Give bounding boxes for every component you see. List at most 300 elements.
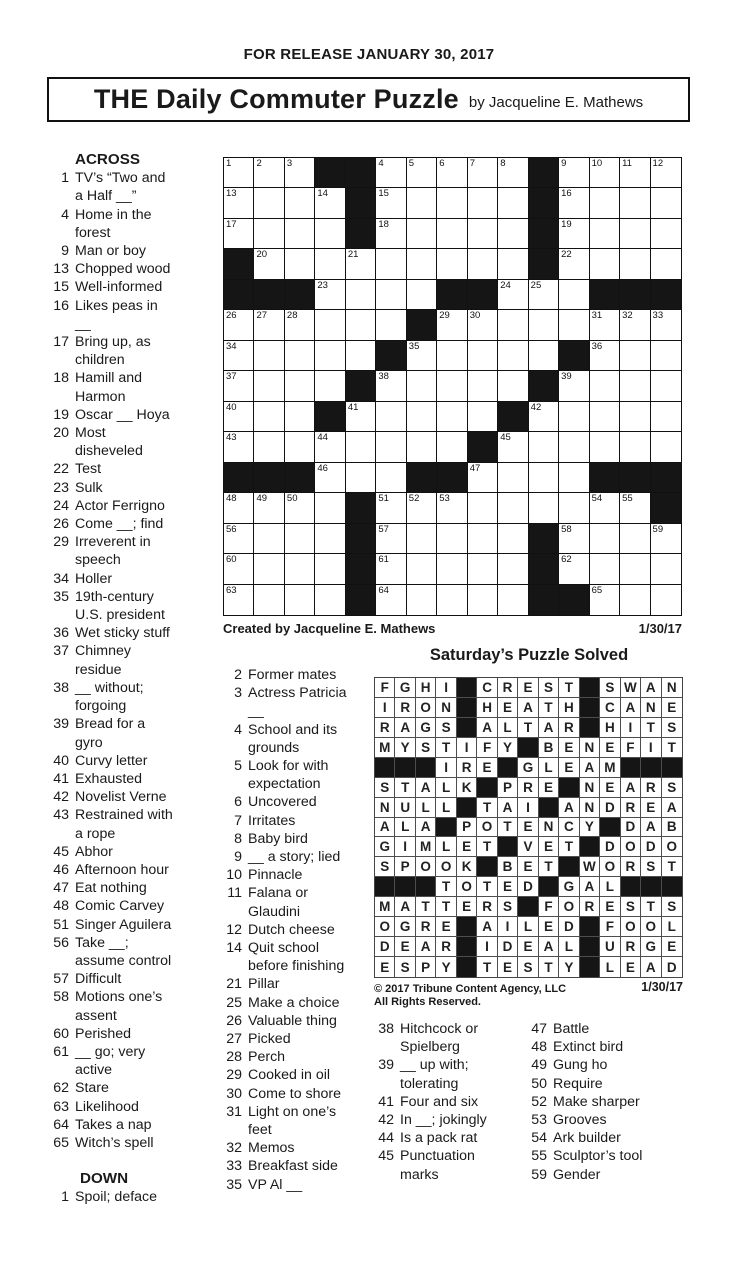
puzzle-cell <box>285 341 315 371</box>
clue-number: 1 <box>61 170 69 187</box>
cell-number: 31 <box>591 310 603 322</box>
solved-cell-N: N <box>580 798 600 818</box>
solved-cell-Y: Y <box>580 818 600 838</box>
clue-number: 43 <box>53 807 69 824</box>
puzzle-cell-61 <box>376 554 406 584</box>
black-square <box>224 249 254 279</box>
clue-number: 47 <box>53 880 69 897</box>
puzzle-cell-38 <box>376 371 406 401</box>
black-square <box>224 280 254 310</box>
black-square <box>346 493 376 523</box>
puzzle-cell <box>254 371 284 401</box>
solved-cell-A: A <box>539 937 559 957</box>
puzzle-cell <box>590 524 620 554</box>
black-square <box>468 280 498 310</box>
solved-cell-E: E <box>600 778 620 798</box>
solved-cell-S: S <box>539 678 559 698</box>
cell-number: 5 <box>408 158 415 169</box>
black-square <box>518 897 538 917</box>
clue-23 <box>52 479 232 497</box>
solved-cell-A: A <box>580 877 600 897</box>
solved-cell-H: H <box>600 718 620 738</box>
black-square <box>641 877 661 897</box>
cell-number: 51 <box>378 493 389 505</box>
clue-4 <box>52 206 232 242</box>
solved-cell-T: T <box>436 738 456 758</box>
solved-cell-V: V <box>518 837 538 857</box>
clue-number: 6 <box>234 794 242 811</box>
solved-cell-R: R <box>457 758 477 778</box>
clue-number: 38 <box>378 1021 394 1037</box>
clue-text: Motions one’s assent <box>75 989 163 1024</box>
solved-cell-T: T <box>436 897 456 917</box>
puzzle-cell-19 <box>559 219 589 249</box>
clue-number: 38 <box>53 679 69 696</box>
solved-cell-O: O <box>436 857 456 877</box>
solved-cell-I: I <box>477 937 497 957</box>
clue-number: 4 <box>234 721 242 738</box>
solved-cell-Y: Y <box>395 738 415 758</box>
puzzle-cell <box>315 219 345 249</box>
puzzle-cell <box>559 463 589 493</box>
puzzle-cell-36 <box>590 341 620 371</box>
grid-caption <box>223 621 682 636</box>
cell-number: 60 <box>226 554 237 566</box>
black-square <box>580 718 600 738</box>
clue-number: 41 <box>378 1093 394 1110</box>
cell-number: 38 <box>378 371 389 383</box>
clue-number: 30 <box>226 1085 242 1102</box>
clue-41 <box>374 1093 524 1111</box>
solved-cell-T: T <box>477 877 497 897</box>
solved-cell-O: O <box>477 818 497 838</box>
clue-number: 53 <box>531 1112 547 1129</box>
solved-cell-R: R <box>477 897 497 917</box>
solved-cell-L: L <box>436 798 456 818</box>
clue-text: Extinct bird <box>553 1039 624 1056</box>
cell-number: 22 <box>561 249 572 261</box>
clue-number: 18 <box>53 370 69 387</box>
solved-cell-R: R <box>498 678 518 698</box>
cell-number: 37 <box>226 371 237 383</box>
cell-number: 9 <box>561 158 567 169</box>
puzzle-cell <box>620 524 650 554</box>
puzzle-cell <box>315 341 345 371</box>
clue-text: Make a choice <box>248 994 340 1011</box>
puzzle-cell <box>498 371 528 401</box>
solved-cell-L: L <box>498 718 518 738</box>
clue-text: Ark builder <box>553 1130 621 1147</box>
black-square <box>529 219 559 249</box>
solved-cell-E: E <box>662 937 682 957</box>
solved-cell-S: S <box>600 678 620 698</box>
solved-cell-I: I <box>395 837 415 857</box>
clue-number: 56 <box>53 934 69 951</box>
puzzle-cell <box>468 371 498 401</box>
down-clues-column-3 <box>374 1020 524 1184</box>
cell-number: 8 <box>500 158 506 169</box>
cell-number: 15 <box>378 188 389 200</box>
cell-number: 26 <box>226 310 237 322</box>
clue-text: Uncovered <box>248 794 317 811</box>
solved-crossword-grid <box>374 677 683 978</box>
clue-number: 34 <box>53 570 69 587</box>
clue-30 <box>225 1085 373 1103</box>
puzzle-cell <box>468 524 498 554</box>
clue-42 <box>374 1111 524 1129</box>
clue-text: Come __; find <box>75 516 164 533</box>
black-square <box>651 280 681 310</box>
clue-text: Four and six <box>400 1093 479 1110</box>
clue-text: Most disheveled <box>75 425 143 460</box>
puzzle-cell <box>498 249 528 279</box>
solved-cell-W: W <box>621 678 641 698</box>
clue-text: Home in the forest <box>75 206 152 241</box>
puzzle-cell <box>498 585 528 615</box>
solved-cell-R: R <box>641 778 661 798</box>
solved-cell-A: A <box>621 778 641 798</box>
solved-cell-U: U <box>395 798 415 818</box>
clue-40 <box>52 752 232 770</box>
puzzle-cell-33 <box>651 310 681 340</box>
solved-cell-N: N <box>375 798 395 818</box>
clue-number: 52 <box>531 1093 547 1110</box>
solved-cell-I: I <box>457 738 477 758</box>
puzzle-cell <box>285 432 315 462</box>
cell-number: 34 <box>226 340 237 352</box>
black-square <box>457 937 477 957</box>
puzzle-cell <box>407 188 437 218</box>
clue-number: 39 <box>378 1057 394 1074</box>
cell-number: 52 <box>408 493 420 505</box>
clue-number: 9 <box>61 243 69 260</box>
cell-number: 32 <box>622 310 633 322</box>
clue-18 <box>52 369 232 405</box>
clue-57 <box>52 970 232 988</box>
solved-cell-S: S <box>662 718 682 738</box>
black-square <box>285 463 315 493</box>
puzzle-cell <box>376 280 406 310</box>
solved-cell-S: S <box>662 778 682 798</box>
solved-cell-L: L <box>539 758 559 778</box>
solved-cell-G: G <box>395 917 415 937</box>
puzzle-cell-9 <box>559 158 589 188</box>
cell-number: 4 <box>378 158 384 169</box>
black-square <box>651 493 681 523</box>
black-square <box>580 698 600 718</box>
clue-48 <box>52 897 232 915</box>
black-square <box>416 758 436 778</box>
black-square <box>620 463 650 493</box>
solved-cell-O: O <box>641 917 661 937</box>
clue-number: 26 <box>226 1012 242 1029</box>
cell-number: 12 <box>652 158 664 169</box>
solved-cell-O: O <box>375 917 395 937</box>
black-square <box>468 432 498 462</box>
solved-cell-C: C <box>559 818 579 838</box>
solved-cell-S: S <box>621 897 641 917</box>
solved-cell-T: T <box>436 877 456 897</box>
clue-29 <box>225 1066 373 1084</box>
cell-number: 44 <box>317 432 328 444</box>
clue-number: 50 <box>531 1075 547 1092</box>
clue-number: 40 <box>53 752 69 769</box>
clue-number: 26 <box>53 516 69 533</box>
black-square <box>651 463 681 493</box>
puzzle-cell <box>285 249 315 279</box>
solved-cell-T: T <box>559 678 579 698</box>
puzzle-cell-44 <box>315 432 345 462</box>
puzzle-cell-16 <box>559 188 589 218</box>
puzzle-cell <box>407 585 437 615</box>
cell-number: 21 <box>347 249 359 261</box>
solved-cell-E: E <box>518 937 538 957</box>
cell-number: 30 <box>469 310 481 322</box>
clue-number: 44 <box>378 1130 394 1147</box>
puzzle-cell <box>559 402 589 432</box>
puzzle-cell <box>498 188 528 218</box>
clue-9 <box>225 848 373 866</box>
clue-text: Grooves <box>553 1112 607 1129</box>
puzzle-cell-54 <box>590 493 620 523</box>
solved-cell-G: G <box>518 758 538 778</box>
solved-cell-E: E <box>518 818 538 838</box>
solved-cell-T: T <box>477 837 497 857</box>
black-square <box>416 877 436 897</box>
solved-puzzle-date: 1/30/17 <box>641 980 683 994</box>
solved-cell-K: K <box>457 778 477 798</box>
puzzle-cell <box>346 463 376 493</box>
solved-cell-E: E <box>395 937 415 957</box>
solved-cell-E: E <box>457 837 477 857</box>
cell-number: 11 <box>622 158 632 169</box>
clue-7 <box>225 812 373 830</box>
clue-text: Falana or Glaudini <box>248 885 308 920</box>
solved-cell-G: G <box>375 837 395 857</box>
clue-text: Is a pack rat <box>400 1130 478 1147</box>
puzzle-cell-24 <box>498 280 528 310</box>
clue-number: 17 <box>53 334 69 351</box>
solved-cell-R: R <box>436 937 456 957</box>
puzzle-cell-42 <box>529 402 559 432</box>
black-square <box>529 158 559 188</box>
clue-text: Make sharper <box>553 1093 640 1110</box>
solved-cell-T: T <box>662 738 682 758</box>
clue-6 <box>225 793 373 811</box>
puzzle-cell <box>437 402 467 432</box>
puzzle-cell-40 <box>224 402 254 432</box>
black-square <box>254 280 284 310</box>
puzzle-cell <box>620 402 650 432</box>
solved-cell-O: O <box>416 857 436 877</box>
puzzle-cell <box>651 188 681 218</box>
clue-number: 1 <box>61 1189 69 1206</box>
black-square <box>529 554 559 584</box>
solved-cell-O: O <box>559 897 579 917</box>
clue-text: VP Al __ <box>248 1176 303 1193</box>
clue-text: Difficult <box>75 971 122 988</box>
clue-48 <box>527 1038 685 1056</box>
puzzle-cell <box>651 249 681 279</box>
puzzle-cell <box>590 188 620 218</box>
puzzle-cell <box>620 188 650 218</box>
puzzle-cell <box>651 585 681 615</box>
puzzle-cell <box>376 463 406 493</box>
puzzle-cell <box>285 188 315 218</box>
solved-cell-R: R <box>621 857 641 877</box>
black-square <box>254 463 284 493</box>
solved-cell-M: M <box>416 837 436 857</box>
solved-cell-N: N <box>580 738 600 758</box>
clue-text: Look for with expectation <box>248 758 329 793</box>
puzzle-cell <box>437 554 467 584</box>
puzzle-cell <box>285 371 315 401</box>
clue-41 <box>52 770 232 788</box>
clue-11 <box>225 884 373 920</box>
solved-cell-O: O <box>457 877 477 897</box>
title-box <box>47 77 690 122</box>
clue-text: Memos <box>248 1140 295 1157</box>
cell-number: 2 <box>256 158 262 169</box>
clue-42 <box>52 788 232 806</box>
puzzle-cell-21 <box>346 249 376 279</box>
clue-text: Punctuation marks <box>400 1148 475 1183</box>
clue-number: 48 <box>53 898 69 915</box>
clue-number: 63 <box>53 1098 69 1115</box>
cell-number: 49 <box>256 493 268 505</box>
puzzle-cell <box>346 341 376 371</box>
black-square <box>457 718 477 738</box>
clue-number: 48 <box>531 1039 547 1056</box>
clue-39 <box>374 1056 524 1092</box>
clue-number: 45 <box>378 1148 394 1165</box>
black-square <box>539 877 559 897</box>
solved-cell-F: F <box>600 917 620 937</box>
black-square <box>375 877 395 897</box>
solved-cell-F: F <box>375 678 395 698</box>
puzzle-cell-49 <box>254 493 284 523</box>
puzzle-cell-3 <box>285 158 315 188</box>
cell-number: 10 <box>591 158 603 169</box>
cell-number: 35 <box>408 340 420 352</box>
clue-number: 27 <box>226 1031 242 1048</box>
solved-cell-P: P <box>416 957 436 977</box>
clue-43 <box>52 806 232 842</box>
puzzle-cell <box>254 524 284 554</box>
clue-33 <box>225 1157 373 1175</box>
cell-number: 13 <box>226 188 237 200</box>
clue-2 <box>225 666 373 684</box>
clue-text: Exhausted <box>75 770 143 787</box>
solved-cell-K: K <box>457 857 477 877</box>
solved-cell-A: A <box>477 718 497 738</box>
puzzle-cell <box>620 585 650 615</box>
solved-cell-A: A <box>518 698 538 718</box>
puzzle-cell <box>315 585 345 615</box>
clue-24 <box>52 497 232 515</box>
solved-cell-N: N <box>436 698 456 718</box>
puzzle-cell <box>437 585 467 615</box>
cell-number: 65 <box>591 584 603 596</box>
clue-36 <box>52 624 232 642</box>
solved-cell-A: A <box>416 818 436 838</box>
solved-cell-E: E <box>498 877 518 897</box>
copyright-line1: © 2017 Tribune Content Agency, LLC <box>374 983 567 995</box>
solved-cell-W: W <box>580 857 600 877</box>
cell-number: 58 <box>561 523 572 535</box>
puzzle-cell <box>254 554 284 584</box>
puzzle-cell-25 <box>529 280 559 310</box>
clue-text: Likes peas in __ <box>75 297 158 332</box>
puzzle-cell <box>651 432 681 462</box>
puzzle-cell <box>468 554 498 584</box>
clue-number: 45 <box>53 843 69 860</box>
solved-cell-C: C <box>600 698 620 718</box>
solved-cell-M: M <box>375 897 395 917</box>
puzzle-cell-51 <box>376 493 406 523</box>
solved-cell-T: T <box>416 897 436 917</box>
black-square <box>529 585 559 615</box>
clue-text: In __; jokingly <box>400 1112 487 1129</box>
puzzle-cell <box>590 371 620 401</box>
clue-34 <box>52 570 232 588</box>
puzzle-cell <box>620 554 650 584</box>
clue-number: 21 <box>226 976 242 993</box>
solved-cell-P: P <box>457 818 477 838</box>
black-square <box>662 877 682 897</box>
puzzle-cell <box>651 371 681 401</box>
solved-cell-A: A <box>641 678 661 698</box>
puzzle-cell-59 <box>651 524 681 554</box>
puzzle-cell <box>285 524 315 554</box>
black-square <box>529 188 559 218</box>
clue-number: 46 <box>53 861 69 878</box>
black-square <box>559 857 579 877</box>
puzzle-cell <box>559 493 589 523</box>
clue-number: 32 <box>226 1140 242 1157</box>
clue-text: Quit school before finishing <box>248 940 345 975</box>
clue-51 <box>52 916 232 934</box>
puzzle-cell <box>559 432 589 462</box>
cell-number: 43 <box>226 432 237 444</box>
clue-text: Actor Ferrigno <box>75 497 165 514</box>
clue-38 <box>52 679 232 715</box>
puzzle-cell <box>529 310 559 340</box>
black-square <box>580 837 600 857</box>
black-square <box>580 937 600 957</box>
clue-31 <box>225 1103 373 1139</box>
cell-number: 48 <box>226 493 237 505</box>
created-by: Created by Jacqueline E. Mathews <box>223 621 436 636</box>
solved-cell-A: A <box>641 818 661 838</box>
solved-cell-O: O <box>416 698 436 718</box>
clue-38 <box>374 1020 524 1056</box>
clue-45 <box>52 843 232 861</box>
puzzle-cell <box>437 432 467 462</box>
solved-cell-G: G <box>416 718 436 738</box>
black-square <box>590 463 620 493</box>
clue-text: Perch <box>248 1049 286 1066</box>
solved-cell-E: E <box>662 698 682 718</box>
clue-number: 47 <box>531 1021 547 1037</box>
cell-number: 20 <box>256 249 268 261</box>
solved-cell-M: M <box>600 758 620 778</box>
puzzle-cell-17 <box>224 219 254 249</box>
clue-text: Gender <box>553 1166 601 1183</box>
clue-text: Bread for a gyro <box>75 716 146 751</box>
black-square <box>437 280 467 310</box>
solved-cell-E: E <box>375 957 395 977</box>
